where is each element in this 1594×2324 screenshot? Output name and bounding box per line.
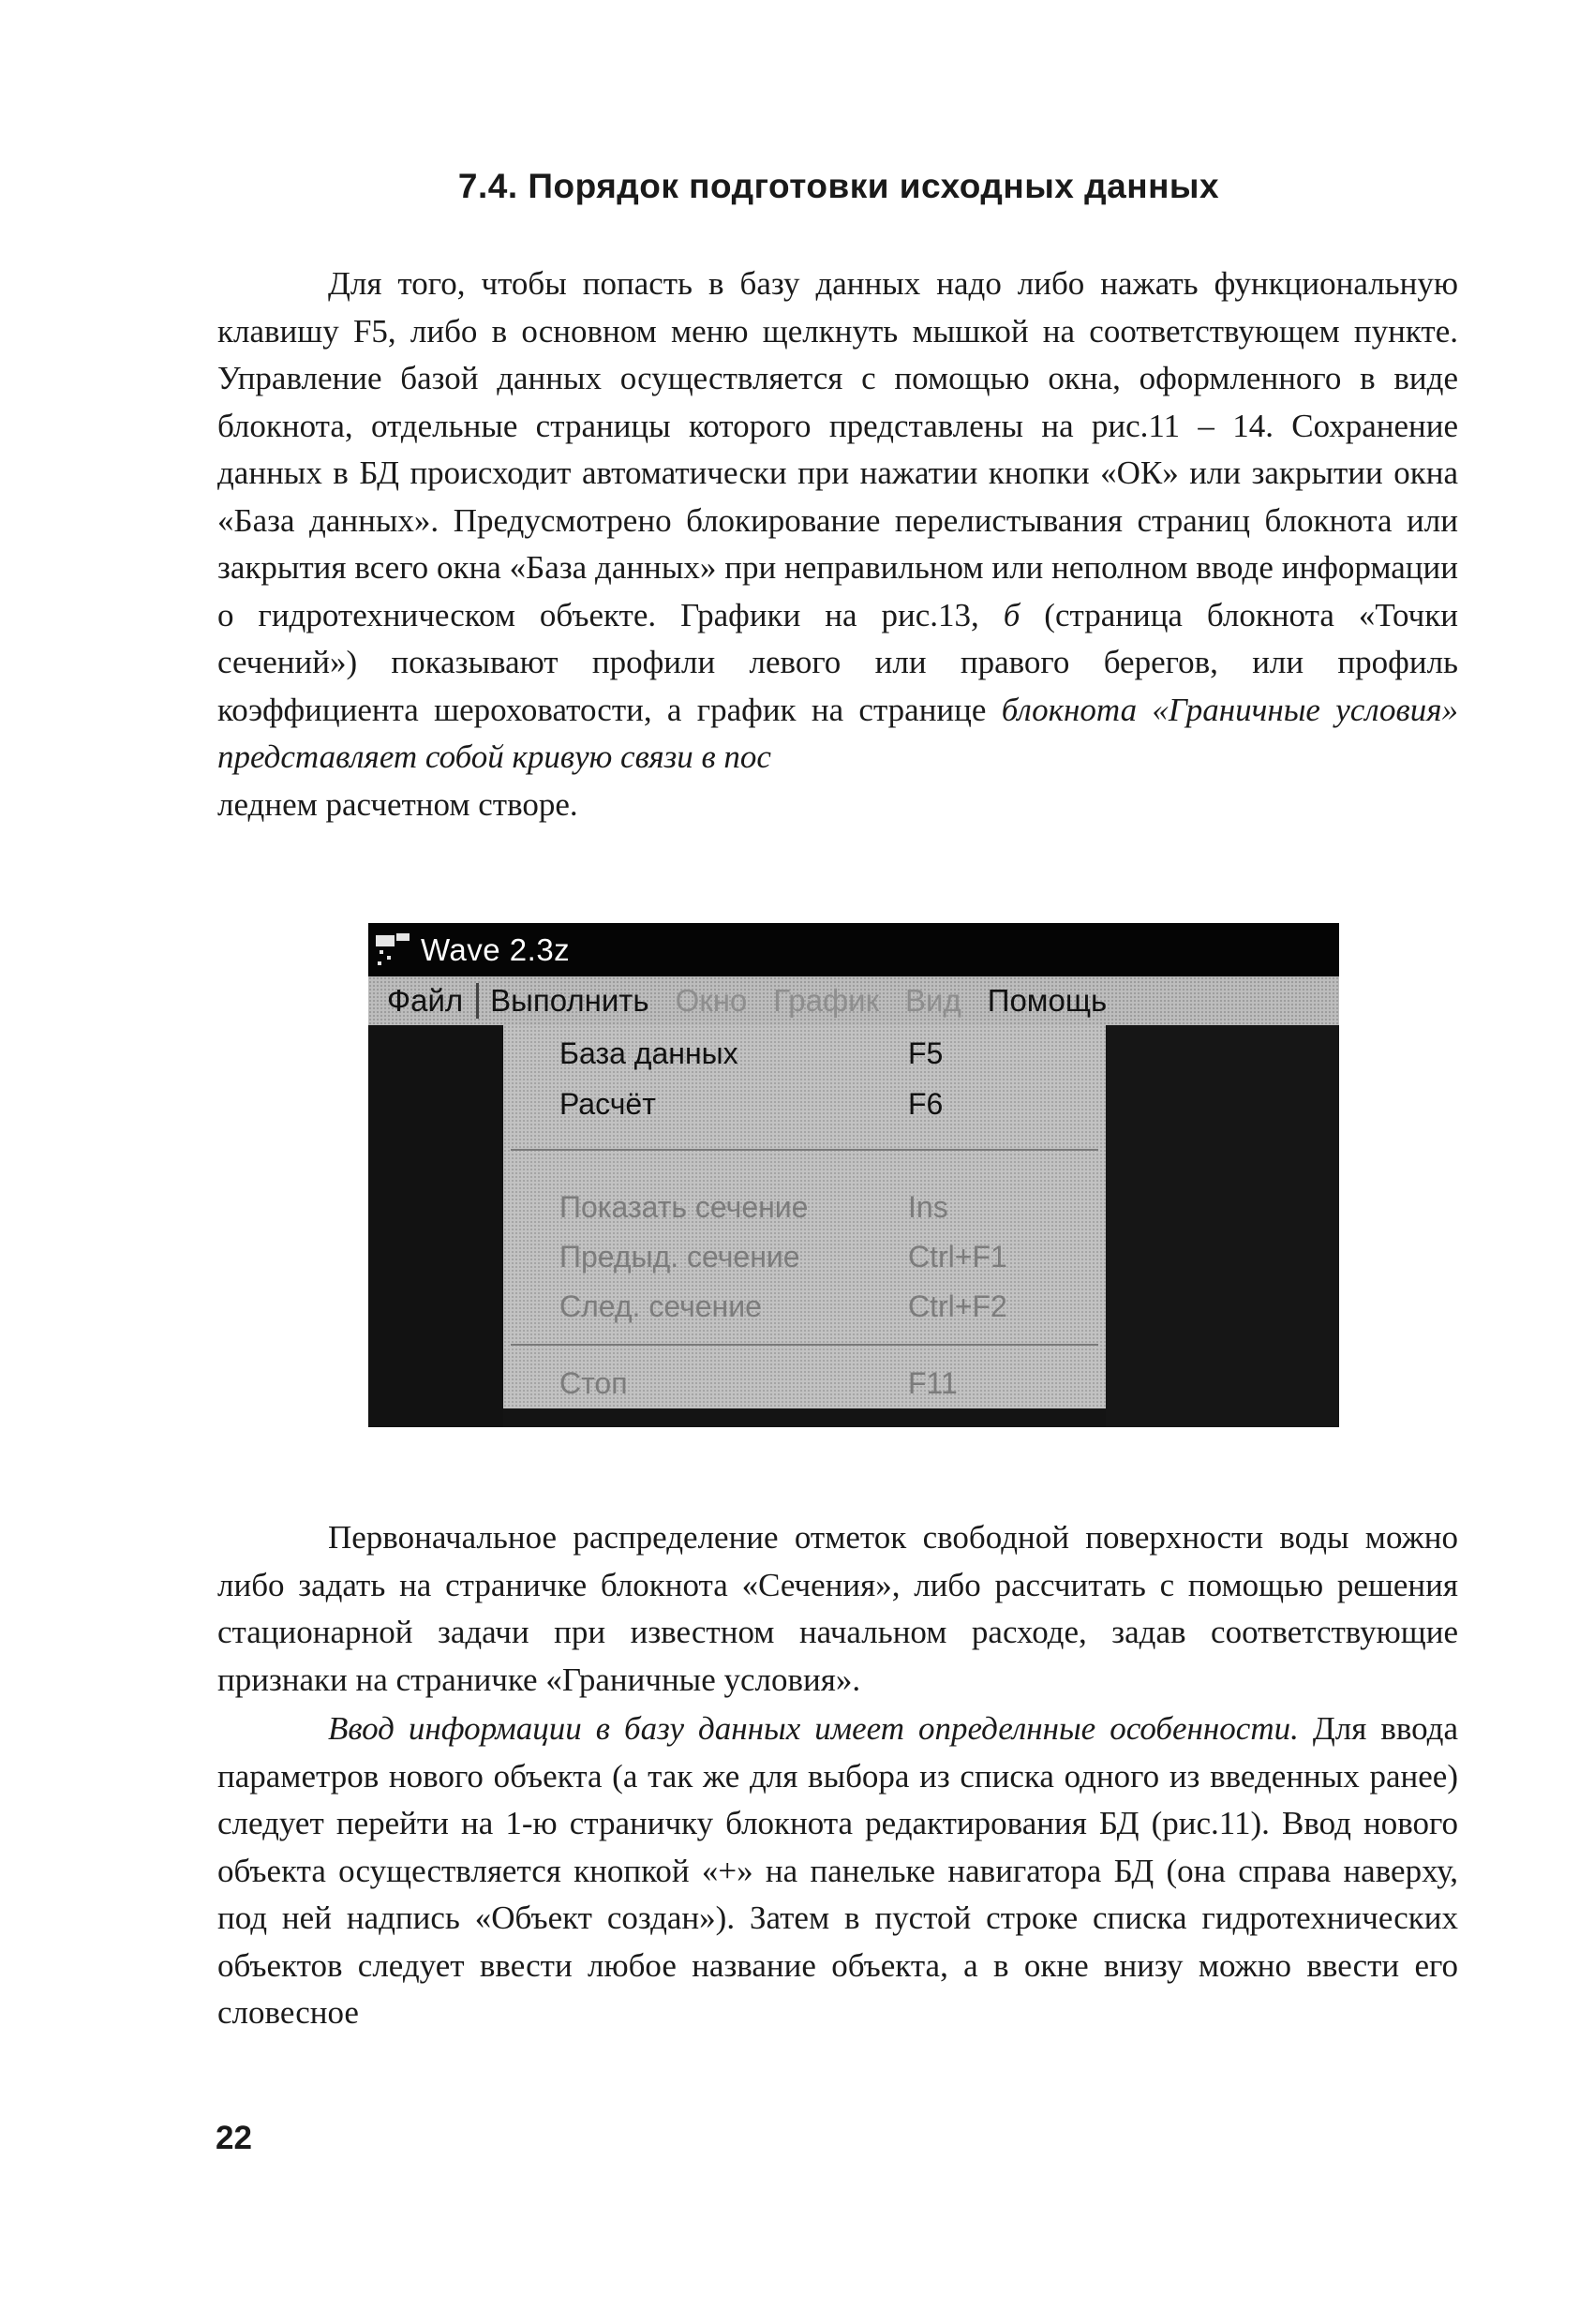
menu-item-label: Стоп	[559, 1366, 628, 1400]
menu-item-calculation[interactable]	[503, 1080, 1106, 1128]
menu-item-database[interactable]	[503, 1029, 1106, 1078]
menu-window[interactable]: Окно	[675, 983, 748, 1018]
menu-bar	[368, 976, 1339, 1025]
menu-item-shortcut: Ctrl+F2	[908, 1289, 1007, 1323]
workspace-left	[368, 1025, 503, 1427]
paragraph-data-entry	[217, 1706, 1458, 2037]
menu-item-label: Предыд. сечение	[559, 1240, 800, 1274]
window-title: Wave 2.3z	[421, 931, 571, 967]
menu-item-label: След. сечение	[559, 1289, 762, 1323]
paragraph-intro-italic-b: б	[1003, 596, 1020, 633]
paragraph-intro-mid: (страница блокнота «Точки сечений») показывают профили левого или правого берегов, или профиль коэффициента шероховатости, а график на странице	[217, 596, 1458, 728]
wave-app-screenshot	[368, 923, 1339, 1427]
section-heading: 7.4. Порядок подготовки исходных данных	[457, 167, 1220, 205]
app-logo-icon	[374, 931, 417, 969]
menu-item-label: База данных	[559, 1036, 738, 1070]
title-bar	[368, 923, 1339, 976]
menu-item-shortcut: Ctrl+F1	[908, 1240, 1007, 1274]
page-number: 22	[216, 2120, 252, 2156]
menu-item-stop[interactable]	[503, 1359, 1106, 1408]
menu-separator	[511, 1149, 1098, 1151]
menu-item-prev-section[interactable]	[503, 1232, 1106, 1281]
run-dropdown-menu	[503, 1025, 1106, 1408]
menu-item-shortcut: Ins	[908, 1190, 948, 1224]
menu-file[interactable]: Файл	[387, 983, 464, 1018]
menu-item-shortcut: F11	[908, 1366, 958, 1400]
menu-separator	[511, 1344, 1098, 1346]
paragraph-intro	[217, 261, 1458, 828]
paragraph-intro-tail: леднем расчетном створе.	[217, 785, 578, 823]
menu-run[interactable]: Выполнить	[476, 983, 662, 1019]
paragraph-intro-italic: блокнота «Граничные условия» представляет собой кривую связи в пос	[217, 691, 1458, 775]
menu-graph[interactable]: График	[773, 983, 880, 1018]
paragraph-initial-distribution: Первоначальное распределение отметок свободной поверхности воды можно либо задать на страничке блокнота «Сечения», либо рассчитать с помощью решения стационарной задачи при известном начальном расходе, задав соответствующие признаки на страничке «Граничные условия».	[217, 1519, 1458, 1698]
menu-view[interactable]: Вид	[905, 983, 961, 1018]
menu-help[interactable]: Помощь	[987, 983, 1108, 1018]
paragraph-data-entry-italic: Ввод информации в базу данных имеет определнные особенности.	[328, 1710, 1299, 1747]
menu-item-shortcut: F6	[908, 1087, 944, 1121]
workspace-right	[1106, 1025, 1339, 1427]
menu-item-shortcut: F5	[908, 1036, 944, 1070]
menu-item-show-section[interactable]	[503, 1183, 1106, 1231]
menu-item-label: Расчёт	[559, 1087, 656, 1121]
menu-item-label: Показать сечение	[559, 1190, 809, 1224]
menu-item-next-section[interactable]	[503, 1282, 1106, 1331]
paragraph-intro-text: Для того, чтобы попасть в базу данных надо либо нажать функциональную клавишу F5, либо в основном меню щелкнуть мышкой на соответствующем пункте. Управление базой данных осуществляется с помощью окна, оформленного в виде блокнота, отдельные страницы которого представлены на рис.11 – 14. Сохранение данных в БД происходит автоматически при нажатии кнопки «ОК» или закрытии окна «База данных». Предусмотрено блокирование перелистывания страниц блокнота или закрытия всего окна «База данных» при неправильном или неполном вводе информации о гидротехническом объекте. Графики на рис.13,	[217, 265, 1458, 633]
paragraph-data-entry-text: Для ввода параметров нового объекта (а так же для выбора из списка одного из введенных ранее) следует перейти на 1-ю страничку блокнота редактирования БД (рис.11). Ввод нового объекта осуществляется кнопкой «+» на панельке навигатора БД (она справа наверху, под ней надпись «Объект создан»). Затем в пустой строке списка гидротехнических объектов следует ввести любое название объекта, а в окне внизу можно ввести его словесное	[217, 1710, 1458, 2031]
